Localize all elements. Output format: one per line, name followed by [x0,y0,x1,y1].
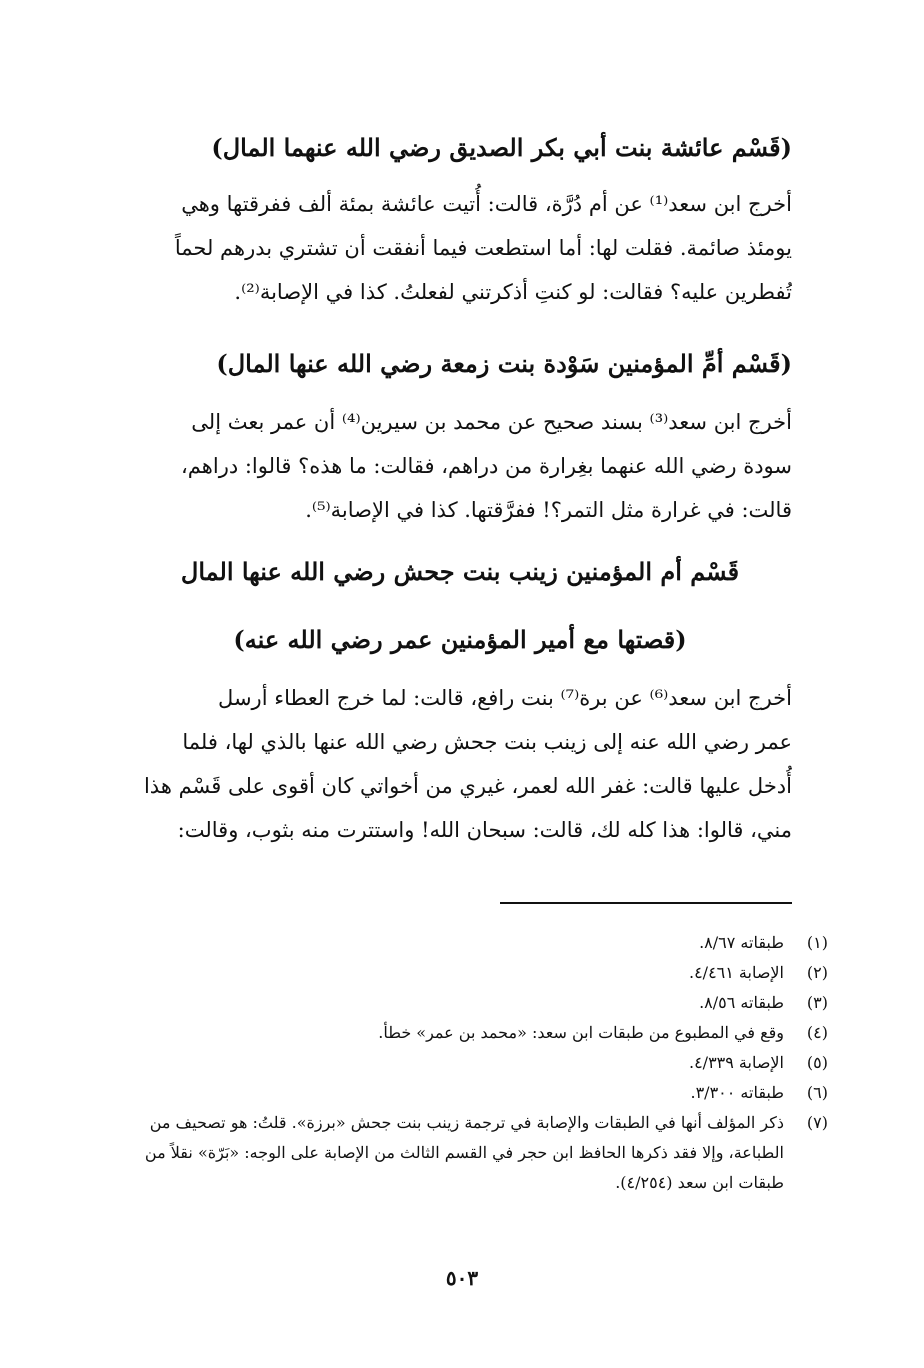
footnote-divider [500,902,792,904]
footnote-item [128,988,828,1018]
section-1-paragraph [128,182,792,314]
footnotes [128,928,828,1198]
footnote-item [128,958,828,988]
footnote-item [128,928,828,958]
page-number: ٥٠٣ [445,1266,479,1290]
paragraph-line: قالت: في غرارة مثل التمر؟! ففرَّقتها. كذا في الإصابة⁽⁵⁾. [305,498,792,522]
footnote-item [128,1108,828,1198]
footnote-text: طبقاته ٨/٦٧. [699,933,784,952]
footnote-text: وقع في المطبوع من طبقات ابن سعد: «محمد بن عمر» خطأ. [378,1023,784,1042]
footnote-number: (٧) [806,1113,828,1132]
footnote-item [128,1048,828,1078]
footnote-text: الإصابة ٤/٣٣٩. [688,1053,784,1072]
paragraph-line: سودة رضي الله عنهما بغِرارة من دراهم، فقالت: ما هذه؟ قالوا: دراهم، [181,454,792,478]
footnote-text: طبقاته ٨/٥٦. [699,993,784,1012]
footnote-number: (٥) [806,1053,828,1072]
paragraph-line: مني، قالوا: هذا كله لك، قالت: سبحان الله! واستترت منه بثوب، وقالت: [177,818,792,842]
footnote-item [128,1078,828,1108]
footnote-text: ذكر المؤلف أنها في الطبقات والإصابة في ترجمة زينب بنت جحش «برزة». قلتُ: هو تصحيف من الطباعة، وإلا فقد ذكرها الحافظ ابن حجر في القسم الثالث من الإصابة على الوجه: «بَرّة» نقلاً من طبقات ابن سعد (٤/٢٥٤). [144,1113,784,1192]
paragraph-line: أخرج ابن سعد⁽¹⁾ عن أم دُرَّة، قالت: أُتيت عائشة بمئة ألف ففرقتها وهي [181,192,792,216]
section-2-title: (قَسْم أمِّ المؤمنين سَوْدة بنت زمعة رضي الله عنها المال) [216,349,792,378]
section-3-subtitle: (قصتها مع أمير المؤمنين عمر رضي الله عنه) [233,625,687,654]
footnote-number: (٤) [806,1023,828,1042]
paragraph-line: أخرج ابن سعد⁽⁶⁾ عن برة⁽⁷⁾ بنت رافع، قالت: لما خرج العطاء أرسل [218,686,792,710]
section-1-title: (قَسْم عائشة بنت أبي بكر الصديق رضي الله عنهما المال) [211,133,792,162]
footnote-number: (٦) [806,1083,828,1102]
section-3-title: قَسْم أم المؤمنين زينب بنت جحش رضي الله عنها المال [180,557,740,586]
section-3-paragraph [128,676,792,852]
paragraph-line: أُدخل عليها قالت: غفر الله لعمر، غيري من أخواتي كان أقوى على قَسْم هذا [143,774,792,798]
footnote-text: طبقاته ٣/٣٠٠. [690,1083,784,1102]
footnote-item [128,1018,828,1048]
paragraph-line: أخرج ابن سعد⁽³⁾ بسند صحيح عن محمد بن سيرين⁽⁴⁾ أن عمر بعث إلى [191,410,792,434]
section-2-paragraph [128,400,792,532]
footnote-text: الإصابة ٤/٤٦١. [688,963,784,982]
paragraph-line: عمر رضي الله عنه إلى زينب بنت جحش رضي الله عنها بالذي لها، فلما [182,730,792,754]
footnote-number: (١) [806,933,828,952]
footnote-number: (٢) [806,963,828,982]
paragraph-line: تُفطرين عليه؟ فقالت: لو كنتِ أذكرتني لفعلتُ. كذا في الإصابة⁽²⁾. [234,280,792,304]
footnote-number: (٣) [806,993,828,1012]
paragraph-line: يومئذ صائمة. فقلت لها: أما استطعت فيما أنفقت أن تشتري بدرهم لحماً [174,236,792,260]
